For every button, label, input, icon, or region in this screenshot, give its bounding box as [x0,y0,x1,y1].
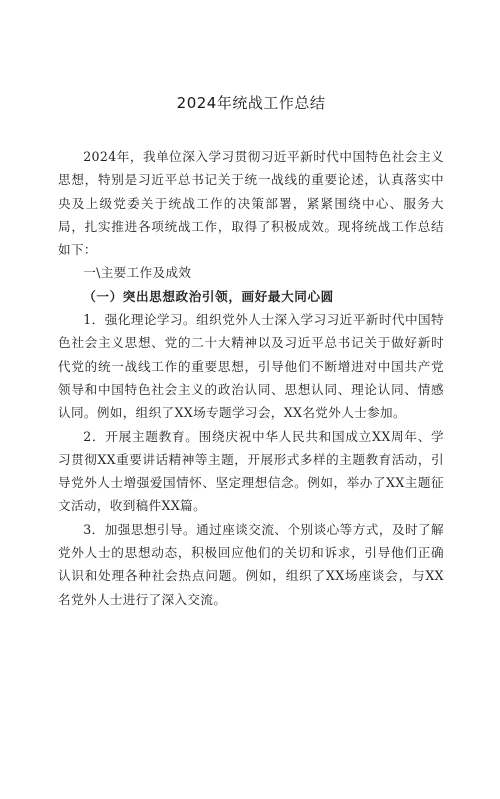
intro-paragraph: 2024年，我单位深入学习贯彻习近平新时代中国特色社会主义思想，特别是习近平总书记关于统一战线的重要论述，认真落实中央及上级党委关于统战工作的决策部署，紧紧围绕中心、服务大局，扎实推进各项统战工作，取得了积极成效。现将统战工作总结如下： [58,149,444,258]
item-paragraph-2: 2．开展主题教育。围绕庆祝中华人民共和国成立XX周年、学习贯彻XX重要讲话精神等主题，开展形式多样的主题教育活动，引导党外人士增强爱国情怀、坚定理想信念。例如，举办了XX主题征文活动，收到稿件XX篇。 [58,428,444,514]
document-page [0,92,500,799]
section-heading: 一\主要工作及成效 [83,265,192,281]
item-paragraph-3: 3．加强思想引导。通过座谈交流、个别谈心等方式，及时了解党外人士的思想动态，积极回应他们的关切和诉求，引导他们正确认识和处理各种社会热点问题。例如，组织了XX场座谈会，与XX名党外人士进行了深入交流。 [58,521,444,607]
document-body [58,145,444,611]
item-paragraph-1: 1．强化理论学习。组织党外人士深入学习习近平新时代中国特色社会主义思想、党的二十大精神以及习近平总书记关于做好新时代党的统一战线工作的重要思想，引导他们不断增进对中国共产党领导和中国特色社会主义的政治认同、思想认同、理论认同、情感认同。例如，组织了XX场专题学习会，XX名党外人士参加。 [58,312,444,421]
subsection-heading: （一）突出思想政治引领，画好最大同心圆 [83,288,334,304]
document-title: 2024年统战工作总结 [176,94,326,112]
